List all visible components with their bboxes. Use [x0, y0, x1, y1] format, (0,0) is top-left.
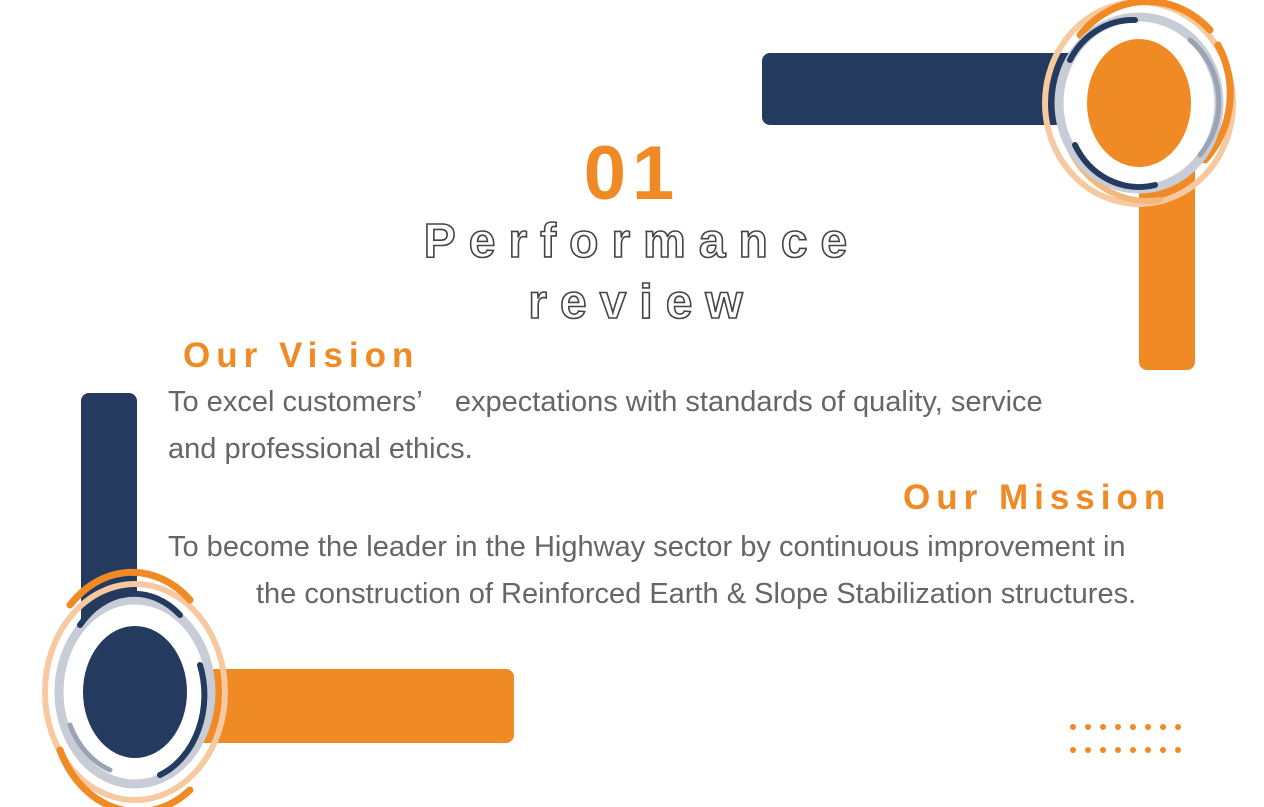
- bottom-left-ring-icon: [40, 575, 240, 807]
- mission-text-line-2: the construction of Reinforced Earth & Slope Stabilization structures.: [256, 578, 1137, 610]
- vision-text-line-2: and professional ethics.: [168, 433, 473, 465]
- slide-title-line-1: Performance: [423, 215, 861, 268]
- vision-text-line-1: To excel customers’ expectations with standards of quality, service: [168, 386, 1043, 418]
- slide-title-line-2: review: [528, 276, 756, 329]
- mission-text-line-1: To become the leader in the Highway sector by continuous improvement in: [168, 531, 1126, 563]
- vision-heading: Our Vision: [183, 336, 420, 375]
- mission-heading: Our Mission: [903, 478, 1172, 517]
- slide-number: 01: [583, 131, 681, 216]
- vision-text: [168, 379, 1148, 473]
- dot-grid-icon: [1070, 724, 1190, 764]
